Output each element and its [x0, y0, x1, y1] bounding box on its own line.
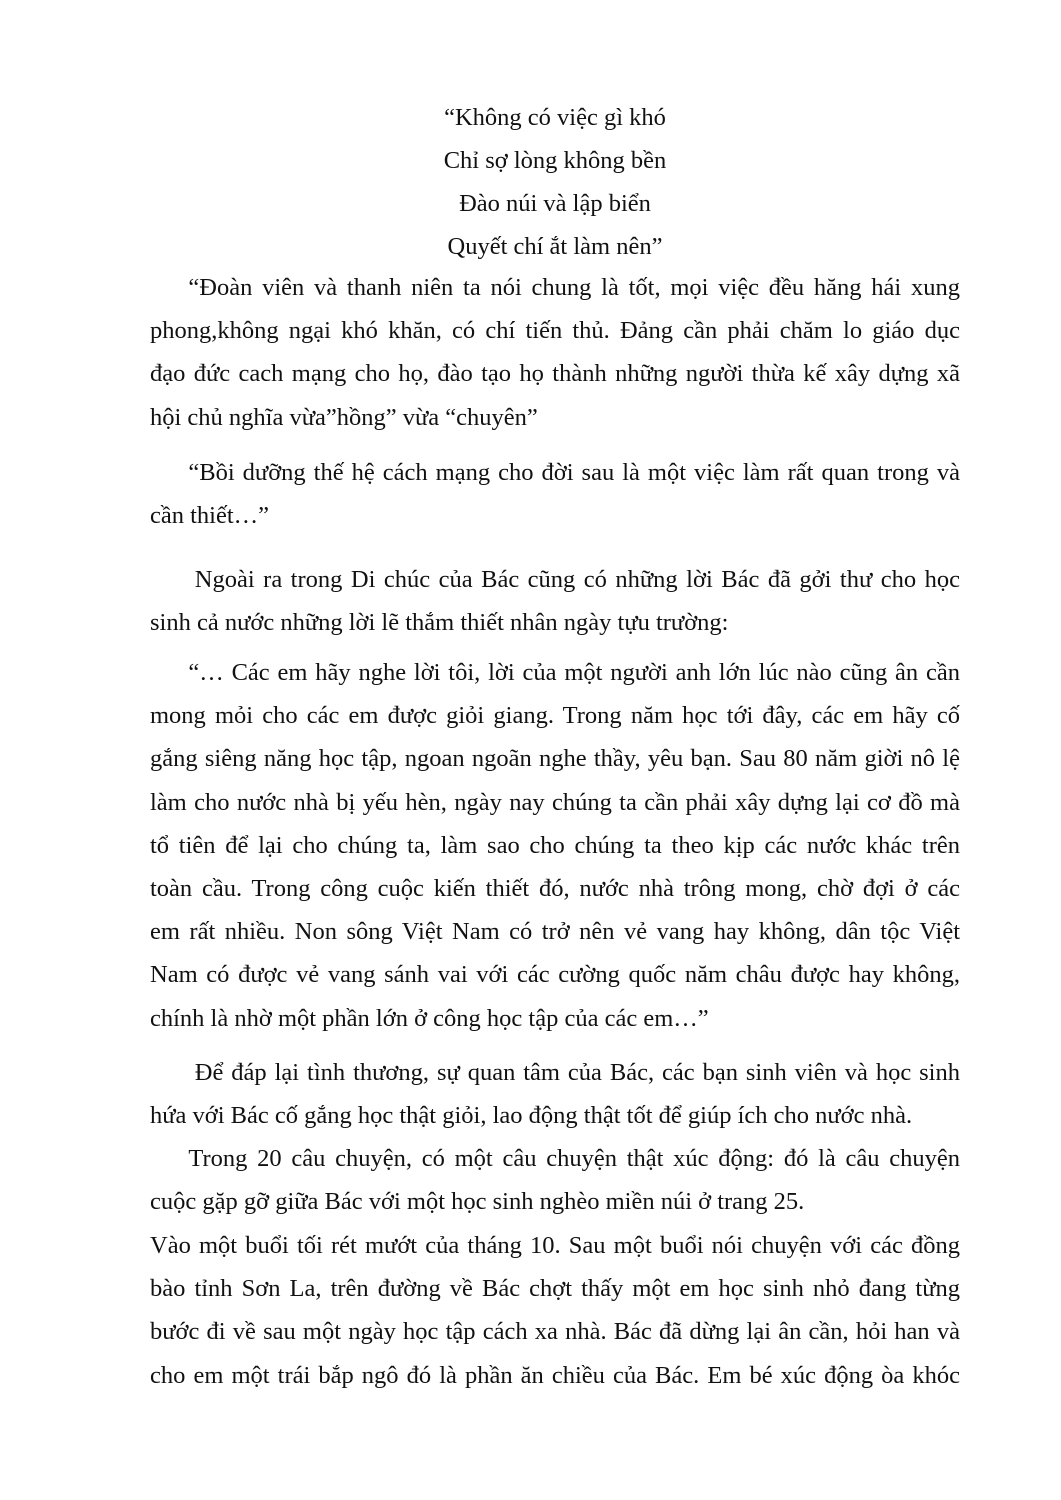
poem-line: Đào núi và lập biển [459, 190, 651, 217]
text-line: sinh cả nước những lời lẽ thắm thiết nhân ngày tựu trường: [150, 609, 729, 637]
text-line: em rất nhiều. Non sông Việt Nam có trở nên vẻ vang hay không, dân tộc Việt [150, 918, 960, 946]
poem-line: “Không có việc gì khó [444, 104, 666, 131]
text-line: “Bồi dưỡng thế hệ cách mạng cho đời sau là một việc làm rất quan trong và [188, 459, 960, 486]
text-line: Để đáp lại tình thương, sự quan tâm của Bác, các bạn sinh viên và học sinh [194, 1059, 960, 1086]
text-line: cho em một trái bắp ngô đó là phần ăn chiều của Bác. Em bé xúc động òa khóc [150, 1361, 960, 1389]
text-line: phong,không ngại khó khăn, có chí tiến thủ. Đảng cần phải chăm lo giáo dục [150, 317, 960, 345]
poem-line: Chỉ sợ lòng không bền [443, 147, 667, 174]
text-line: bước đi về sau một ngày học tập cách xa nhà. Bác đã dừng lại ân cần, hỏi han và [150, 1318, 960, 1346]
paragraph-youth-union [150, 266, 960, 439]
text-line: Ngoài ra trong Di chúc của Bác cũng có những lời Bác đã gởi thư cho học [194, 566, 960, 593]
text-line: tổ tiên để lại cho chúng ta, làm sao cho chúng ta theo kịp các nước khác trên [150, 831, 960, 859]
text-line: hứa với Bác cố gắng học thật giỏi, lao động thật tốt để giúp ích cho nước nhà. [150, 1102, 913, 1130]
text-line: Nam có được vẻ vang sánh vai với các cường quốc năm châu được hay không, [150, 961, 960, 989]
text-line: chính là nhờ một phần lớn ở công học tập của các em…” [150, 1004, 709, 1032]
text-line: hội chủ nghĩa vừa”hồng” vừa “chuyên” [150, 403, 538, 431]
poem-block [150, 96, 960, 268]
text-line: toàn cầu. Trong công cuộc kiến thiết đó, nước nhà trông mong, chờ đợi ở các [150, 875, 960, 903]
text-line: đạo đức cach mạng cho họ, đào tạo họ thành những người thừa kế xây dựng xã [150, 360, 960, 388]
text-line: làm cho nước nhà bị yếu hèn, ngày nay chúng ta cần phải xây dựng lại cơ đồ mà [150, 788, 960, 816]
paragraph-letter-quote [150, 651, 960, 1040]
paragraph-testament [150, 558, 960, 644]
poem-line: Quyết chí ắt làm nên” [447, 233, 663, 260]
text-line: “Đoàn viên và thanh niên ta nói chung là tốt, mọi việc đều hăng hái xung [188, 274, 960, 301]
paragraph-response [150, 1051, 960, 1137]
text-line: mong mỏi cho các em được giỏi giang. Trong năm học tới đây, các em hãy cố [150, 702, 960, 730]
text-line: Vào một buổi tối rét mướt của tháng 10. Sau một buổi nói chuyện với các đồng [150, 1232, 960, 1259]
text-line: bào tỉnh Sơn La, trên đường về Bác chợt thấy một em học sinh nhỏ đang từng [150, 1275, 960, 1303]
text-line: cần thiết…” [150, 502, 270, 530]
text-line: gắng siêng năng học tập, ngoan ngoãn nghe thầy, yêu bạn. Sau 80 năm giời nô lệ [150, 745, 960, 773]
text-line: Trong 20 câu chuyện, có một câu chuyện thật xúc động: đó là câu chuyện [188, 1145, 960, 1172]
paragraph-story [150, 1224, 960, 1397]
paragraph-twenty-stories [150, 1137, 960, 1223]
paragraph-revolutionary-generation [150, 451, 960, 537]
text-line: “… Các em hãy nghe lời tôi, lời của một người anh lớn lúc nào cũng ân cần [188, 659, 960, 686]
text-line: cuộc gặp gỡ giữa Bác với một học sinh nghèo miền núi ở trang 25. [150, 1188, 805, 1216]
